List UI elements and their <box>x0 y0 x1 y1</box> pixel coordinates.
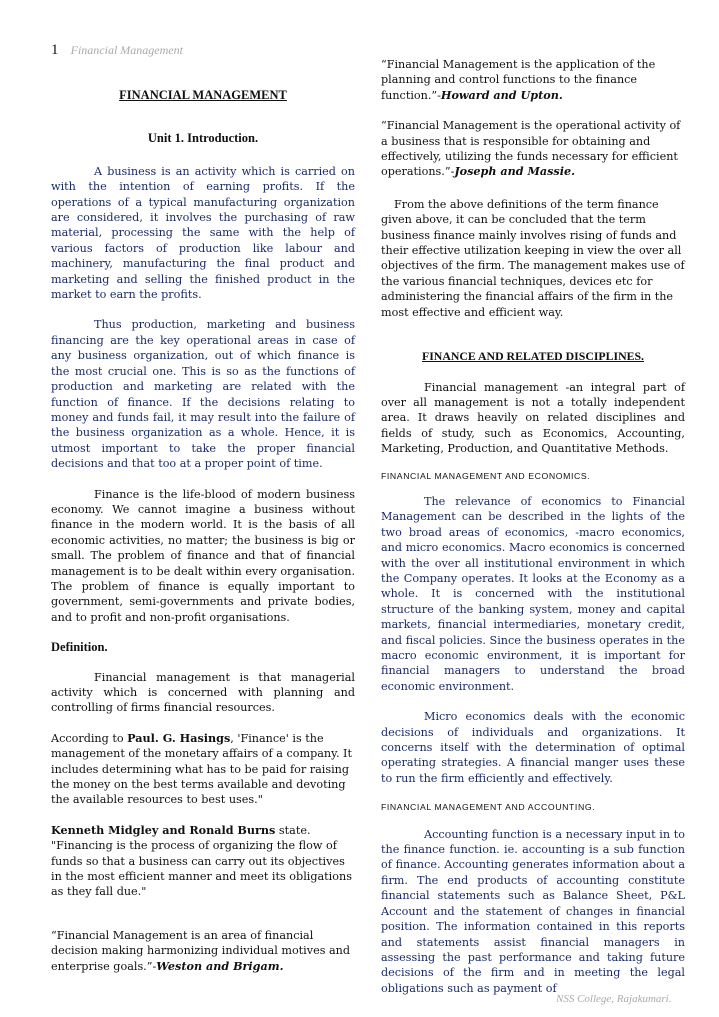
quote-weston-author: Weston and Brigam. <box>156 958 284 973</box>
definition-heading: Definition. <box>51 640 108 655</box>
quote-midgley <box>51 823 355 900</box>
finance-paragraph: Finance is the life-blood of modern business economy. We cannot imagine a business without finance in the modern world. It is the basis of all economic activities, no matter; the business is big or small. The problem of finance and that of financial management is to be dealt within every organisation. The problem of finance is equally important to government, semi-governments and private bodies, and to profit and non-profit organisations. <box>51 487 355 624</box>
micro-economics-paragraph: Micro economics deals with the economic decisions of individuals and organizations. It concerns itself with the determination of optimal operating strategies. A financial manger uses these to run the firm efficiently and effectively. <box>381 710 685 785</box>
economics-paragraph: The relevance of economics to Financial Management can be described in the lights of the two broad areas of economics, -macro economics, and micro economics. Macro economics is concerned with the over all institutional environment in which the Company operates. It looks at the Economy as a whole. It is concerned with the institutional structure of the banking system, money and capital markets, financial intermediaries, monetary credit, and fiscal policies. Since the business operates in the macro economic environment, it is important for financial managers to understand the broad economic environment. <box>381 494 685 693</box>
definition-paragraph: Financial management is that managerial activity which is concerned with planning and controlling of firms financial resources. <box>51 670 355 715</box>
quote-weston-text: “Financial Management is an area of financial decision making harmonizing individual motives and enterprise goals.”- <box>51 928 351 973</box>
unit-heading: Unit 1. Introduction. <box>147 131 259 146</box>
quote-howard-text: “Financial Management is the application of the planning and control functions to the finance function.”- <box>381 58 656 102</box>
subheading-economics: FINANCIAL MANAGEMENT AND ECONOMICS. <box>381 470 591 481</box>
quote-joseph <box>381 118 685 180</box>
quote-howard-author: Howard and Upton. <box>440 87 563 102</box>
left-column <box>51 56 355 974</box>
document-title: FINANCIAL MANAGEMENT <box>119 88 287 102</box>
quote-midgley-author: Kenneth Midgley and Ronald Burns <box>51 822 276 837</box>
related-disciplines-paragraph: Financial management -an integral part of over all management is not a totally independent area. It draws heavily on related disciplines and fields of study, such as Economics, Accounting, Marketing, Production, and Quantitative Methods. <box>381 380 685 456</box>
quote-joseph-author: Joseph and Massie. <box>454 164 575 179</box>
quote-hasings-intro: According to <box>51 731 128 745</box>
quote-joseph-text: “Financial Management is the operational activity of a business that is responsible for obtaining and effectively, utilizing the funds necessary for efficient operations.”- <box>381 119 681 179</box>
intro-paragraph: A business is an activity which is carried on with the intention of earning profits. If the operations of a typical manufacturing organization are considered, it involves the purchasing of raw material, processing the same with the help of various factors of production like labour and machinery, manufacturing the final product and marketing and selling the finished product in the market to earn the profits. <box>51 164 355 302</box>
right-column <box>381 56 685 996</box>
quote-howard <box>381 57 685 103</box>
quote-hasings <box>51 731 355 808</box>
production-paragraph: Thus production, marketing and business financing are the key operational areas in case of any business organization, out of which finance is the most crucial one. This is so as the functions of production and marketing are related with the function of finance. If the decisions relating to money and funds fail, it may result into the failure of the business organization as a whole. Hence, it is utmost important to take the proper financial decisions and that too at a proper point of time. <box>51 318 355 471</box>
running-title: Financial Management <box>70 43 183 57</box>
page-footer: NSS College, Rajakumari. <box>556 993 672 1005</box>
subheading-accounting: FINANCIAL MANAGEMENT AND ACCOUNTING. <box>381 802 596 813</box>
quote-midgley-text: state. "Financing is the process of organizing the flow of funds so that a business can carry out its objectives in the most efficient manner and meet its obligations as they fall due." <box>51 823 352 899</box>
conclusion-paragraph: From the above definitions of the term finance given above, it can be concluded that the term business finance mainly involves rising of funds and their effective utilization keeping in view the over all objectives of the firm. The management makes use of the various financial techniques, devices etc for administering the financial affairs of the firm in the most effective and efficient way. <box>381 197 685 319</box>
section-heading-related-disciplines: FINANCE AND RELATED DISCIPLINES. <box>422 349 644 364</box>
quote-hasings-author: Paul. G. Hasings <box>127 730 231 745</box>
page-number: 1 <box>51 42 59 58</box>
quote-hasings-text: , 'Finance' is the management of the monetary affairs of a company. It includes determining what has to be paid for raising the money on the best terms available and devoting the available resources to best uses." <box>51 731 352 807</box>
quote-weston <box>51 928 355 974</box>
accounting-paragraph: Accounting function is a necessary input in to the finance function. ie. accounting is a sub function of finance. Accounting generates information about a firm. The end products of accounting constitute financial statements such as Balance Sheet, P&L Account and the statement of changes in financial position. The information contained in this reports and statements assist financial managers in assessing the past performance and taking future decisions of the firm and in meeting the legal obligations such as payment of <box>381 827 685 995</box>
